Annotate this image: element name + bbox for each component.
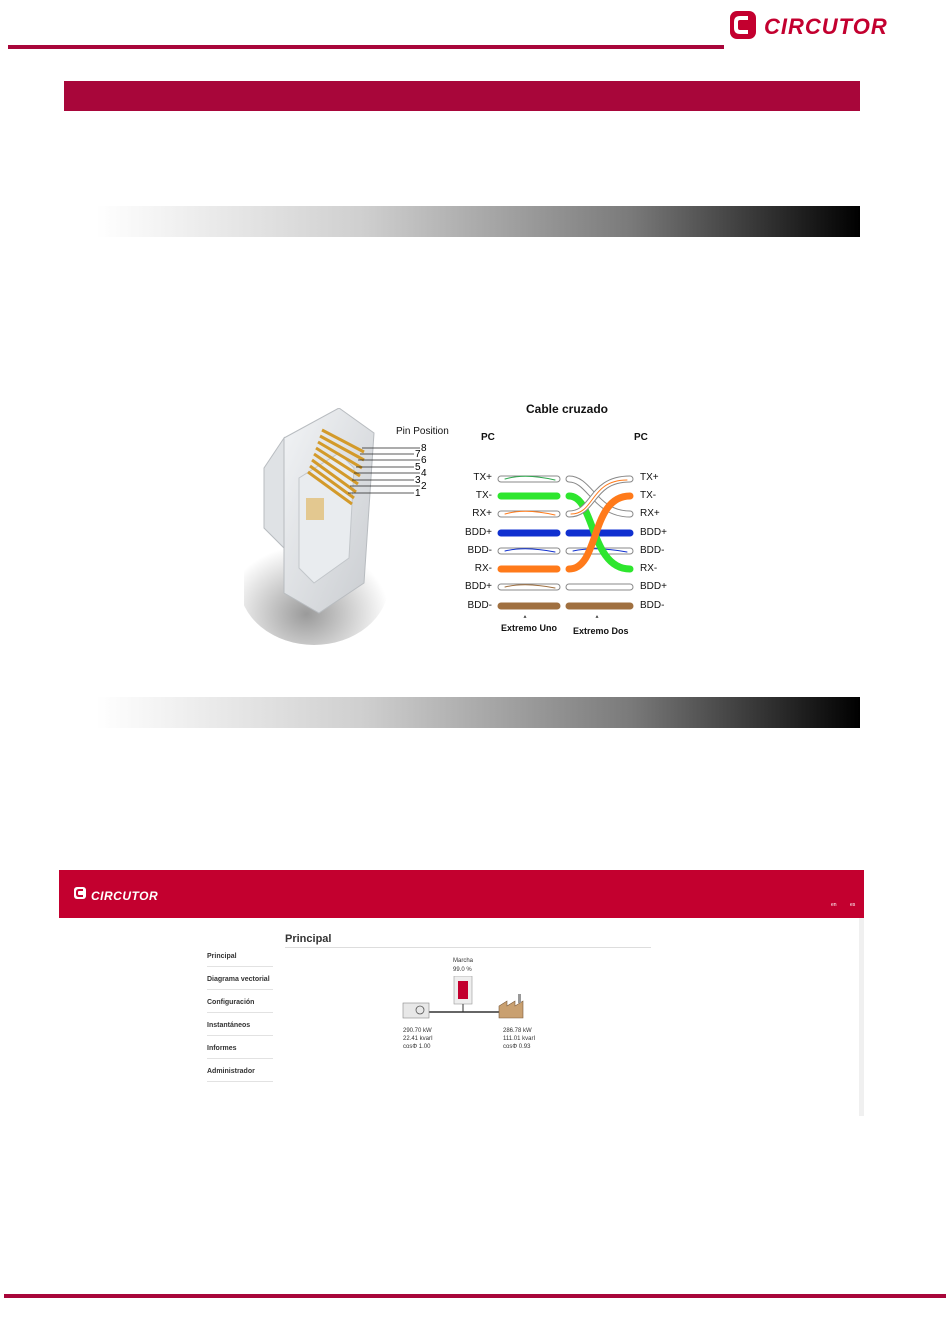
title-divider [285,947,651,948]
pin-number: 8 [421,443,427,454]
subsection-bar-2 [96,697,860,728]
pin-number: 7 [415,449,421,460]
source-reactive: 22.41 kvarI [403,1036,433,1042]
right-pin-label: BDD- [640,600,665,611]
web-header [59,870,864,918]
nav-item-configuracion[interactable]: Configuración [207,999,273,1013]
header-logo [728,10,908,44]
brand-name: CIRCUTOR [764,14,888,39]
system-schematic [399,976,539,1026]
pc-left-label: PC [481,432,495,443]
circutor-logo-icon [728,9,758,46]
circutor-logo-icon [73,886,87,905]
web-logo-text: CIRCUTOR [91,888,159,903]
load-cos: cosΦ 0.93 [503,1044,531,1050]
nav-item-principal[interactable]: Principal [207,953,273,967]
pin-number: 4 [421,468,427,479]
load-reactive: 111.01 kvarI [503,1036,536,1042]
left-pin-label: TX+ [473,472,492,483]
status-value: 99.0 % [453,967,472,973]
nav-item-administrador[interactable]: Administrador [207,1068,273,1082]
status-label: Marcha [453,958,474,964]
web-ui-screenshot [59,870,864,1116]
subsection-bar-1 [96,206,860,237]
lang-en-link[interactable]: en [831,902,837,908]
nav-item-informes[interactable]: Informes [207,1045,273,1059]
left-pin-label: BDD+ [465,581,492,592]
right-pin-label: RX- [640,563,658,574]
right-pin-label: BDD+ [640,527,667,538]
pc-right-label: PC [634,432,648,443]
footer-rule [4,1294,946,1298]
left-pin-label: RX+ [472,508,492,519]
end-two-label: Extremo Dos [573,626,629,636]
load-power: 286.78 kW [503,1028,532,1034]
crossover-wires [495,468,635,618]
right-pin-label: BDD- [640,545,665,556]
left-pin-label: RX- [474,563,492,574]
pin-number: 6 [421,455,427,466]
nav-item-diagrama-vectorial[interactable]: Diagrama vectorial [207,976,273,990]
pin-number: 3 [415,475,421,486]
right-pin-label: RX+ [640,508,660,519]
left-pin-label: BDD+ [465,527,492,538]
header-rule [8,45,724,49]
section-title-bar [64,81,860,111]
pin-position-label: Pin Position [396,426,449,437]
factory-icon [499,1001,523,1018]
web-logo [73,886,158,905]
right-pin-label: TX+ [640,472,659,483]
diagram-title: Cable cruzado [525,402,609,416]
end-one-label: Extremo Uno [501,623,558,633]
pin-number: 1 [415,488,421,499]
source-power: 290.70 kW [403,1028,432,1034]
lang-es-link[interactable]: es [850,902,856,908]
right-pin-label: BDD+ [640,581,667,592]
left-pin-label: BDD- [467,545,492,556]
page-title: Principal [285,933,332,945]
compensator-panel-icon [458,981,468,999]
nav-item-instantaneos[interactable]: Instantáneos [207,1022,273,1036]
pin-number: 5 [415,462,421,473]
left-pin-label: BDD- [467,600,492,611]
pin-number: 2 [421,481,427,492]
left-pin-label: TX- [475,490,492,501]
source-cos: cosΦ 1.00 [403,1044,431,1050]
right-pin-label: TX- [640,490,657,501]
scrollbar[interactable] [859,918,864,1116]
